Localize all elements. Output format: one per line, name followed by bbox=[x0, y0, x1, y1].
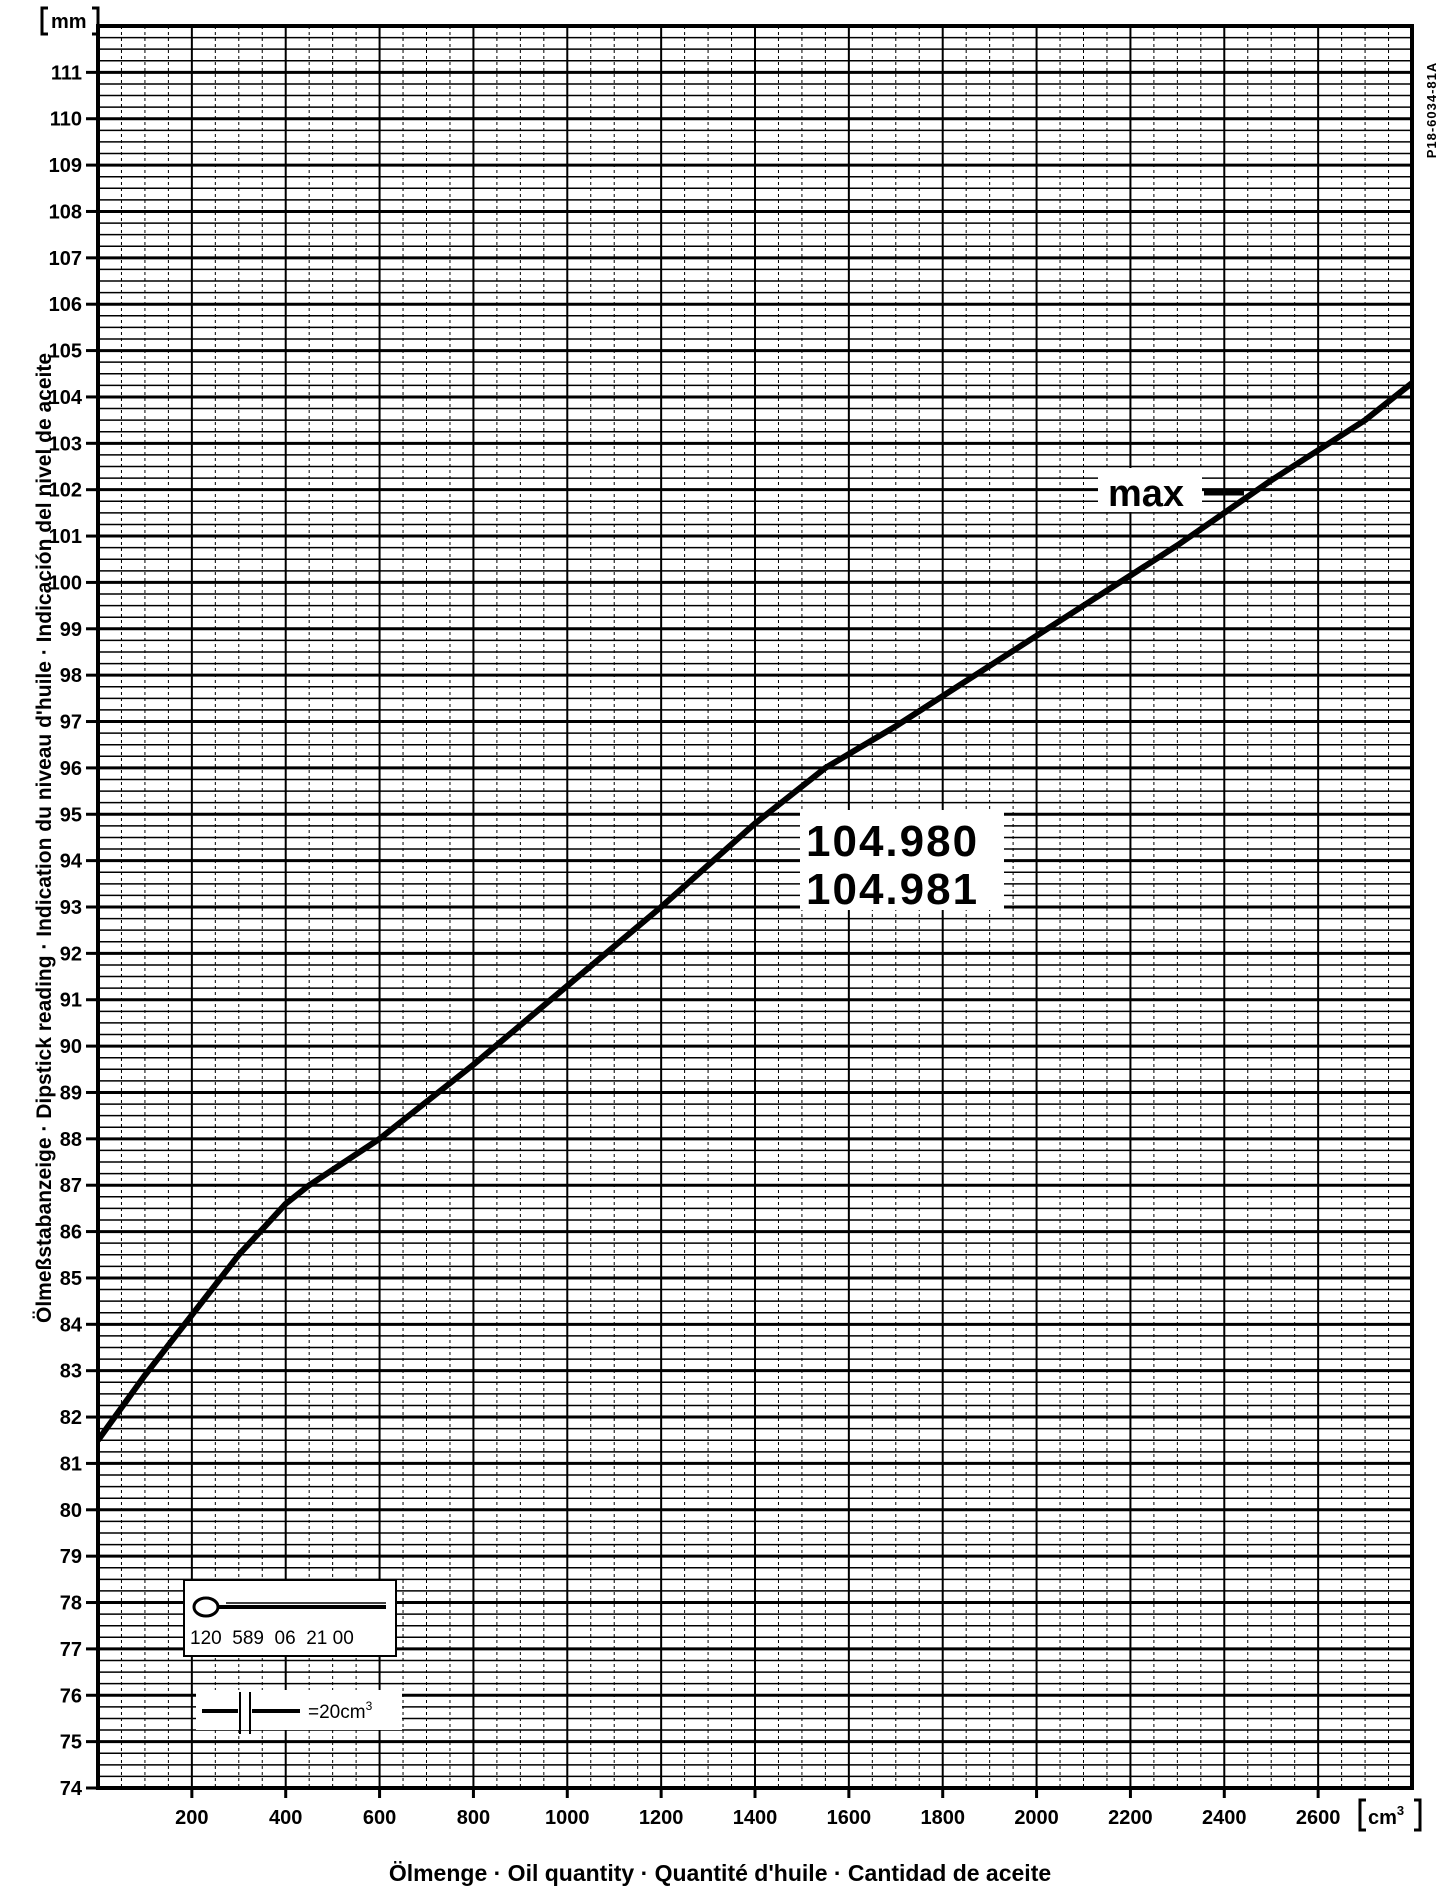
y-tick-label: 81 bbox=[59, 1453, 82, 1476]
y-axis-title: Ölmeßstabanzeige · Dipstick reading · Indication du niveau d'huile · Indicación del nivel de aceite bbox=[33, 352, 56, 1324]
y-tick-label: 89 bbox=[59, 1082, 82, 1105]
y-tick-label: 87 bbox=[59, 1175, 82, 1198]
part-number-1: 104.980 bbox=[806, 817, 980, 866]
y-tick-label: 74 bbox=[59, 1778, 82, 1800]
y-tick-label: 75 bbox=[59, 1731, 82, 1754]
y-tick-label: 85 bbox=[59, 1267, 82, 1290]
x-tick-label: 1200 bbox=[638, 1807, 684, 1829]
part-number-2: 104.981 bbox=[806, 865, 980, 914]
y-tick-label: 76 bbox=[59, 1685, 82, 1708]
y-tick-label: 104 bbox=[48, 386, 82, 409]
x-axis-ticks bbox=[175, 1788, 1340, 1829]
y-tick-label: 98 bbox=[59, 665, 82, 688]
x-tick-label: 2000 bbox=[1014, 1807, 1059, 1829]
y-tick-label: 91 bbox=[59, 989, 82, 1012]
dipstick-legend bbox=[184, 1580, 396, 1656]
figure-id: P18-6034-81A bbox=[1424, 61, 1439, 159]
x-tick-label: 2200 bbox=[1108, 1807, 1153, 1829]
x-unit-label bbox=[1360, 1800, 1420, 1830]
x-tick-label: 400 bbox=[269, 1807, 303, 1829]
y-tick-label: 107 bbox=[48, 247, 82, 270]
x-tick-label: 2400 bbox=[1202, 1807, 1247, 1829]
x-tick-label: 1600 bbox=[826, 1807, 872, 1829]
x-tick-label: 1400 bbox=[732, 1807, 778, 1829]
y-tick-label: 101 bbox=[48, 526, 82, 549]
y-tick-label: 96 bbox=[59, 757, 82, 780]
scale-note: $=20cm^3$ bbox=[308, 1699, 373, 1723]
y-unit-label bbox=[42, 8, 98, 34]
y-tick-label: 84 bbox=[59, 1314, 82, 1337]
y-tick-label: 95 bbox=[59, 804, 82, 827]
x-tick-label: 2600 bbox=[1295, 1807, 1341, 1829]
x-tick-label: 600 bbox=[362, 1807, 397, 1829]
y-tick-label: 78 bbox=[59, 1592, 82, 1615]
y-tick-label: 110 bbox=[49, 108, 82, 131]
y-tick-label: 79 bbox=[59, 1546, 82, 1569]
y-tick-label: 92 bbox=[59, 943, 82, 966]
y-tick-label: 83 bbox=[59, 1360, 82, 1383]
y-tick-label: 108 bbox=[48, 201, 82, 224]
max-label: max bbox=[1108, 473, 1185, 515]
y-tick-label: 106 bbox=[48, 294, 82, 317]
x-tick-label: 1800 bbox=[920, 1807, 965, 1829]
y-tick-label: 88 bbox=[59, 1128, 82, 1151]
y-tick-label: 80 bbox=[59, 1499, 82, 1522]
x-tick-label: 1000 bbox=[545, 1807, 590, 1829]
y-tick-label: 100 bbox=[48, 572, 82, 595]
y-tick-label: 90 bbox=[59, 1036, 82, 1059]
part-number-labels bbox=[800, 810, 1004, 914]
y-tick-label: 102 bbox=[48, 479, 82, 502]
y-tick-label: 82 bbox=[59, 1407, 82, 1430]
x-axis-title: Ölmenge · Oil quantity · Quantité d'huile · Cantidad de aceite bbox=[388, 1860, 1052, 1886]
y-tick-label: 105 bbox=[48, 340, 82, 363]
svg-text:cm3: $cm^3$ bbox=[1368, 1803, 1405, 1829]
x-tick-label: 200 bbox=[175, 1807, 209, 1829]
scale-legend bbox=[196, 1690, 402, 1734]
y-tick-label: 103 bbox=[48, 433, 82, 456]
y-tick-label: 94 bbox=[59, 850, 82, 873]
y-tick-label: 111 bbox=[50, 62, 82, 85]
y-axis-ticks bbox=[49, 62, 98, 1800]
y-tick-label: 77 bbox=[59, 1638, 82, 1661]
svg-text:mm: mm bbox=[51, 11, 87, 33]
y-tick-label: 93 bbox=[59, 897, 82, 919]
y-tick-label: 99 bbox=[59, 618, 82, 641]
dipstick-part-number: 120 589 06 21 00 bbox=[190, 1628, 354, 1649]
x-tick-label: 800 bbox=[456, 1807, 491, 1829]
y-tick-label: 97 bbox=[59, 711, 82, 734]
y-tick-label: 109 bbox=[48, 155, 82, 178]
y-tick-label: 86 bbox=[59, 1221, 82, 1244]
